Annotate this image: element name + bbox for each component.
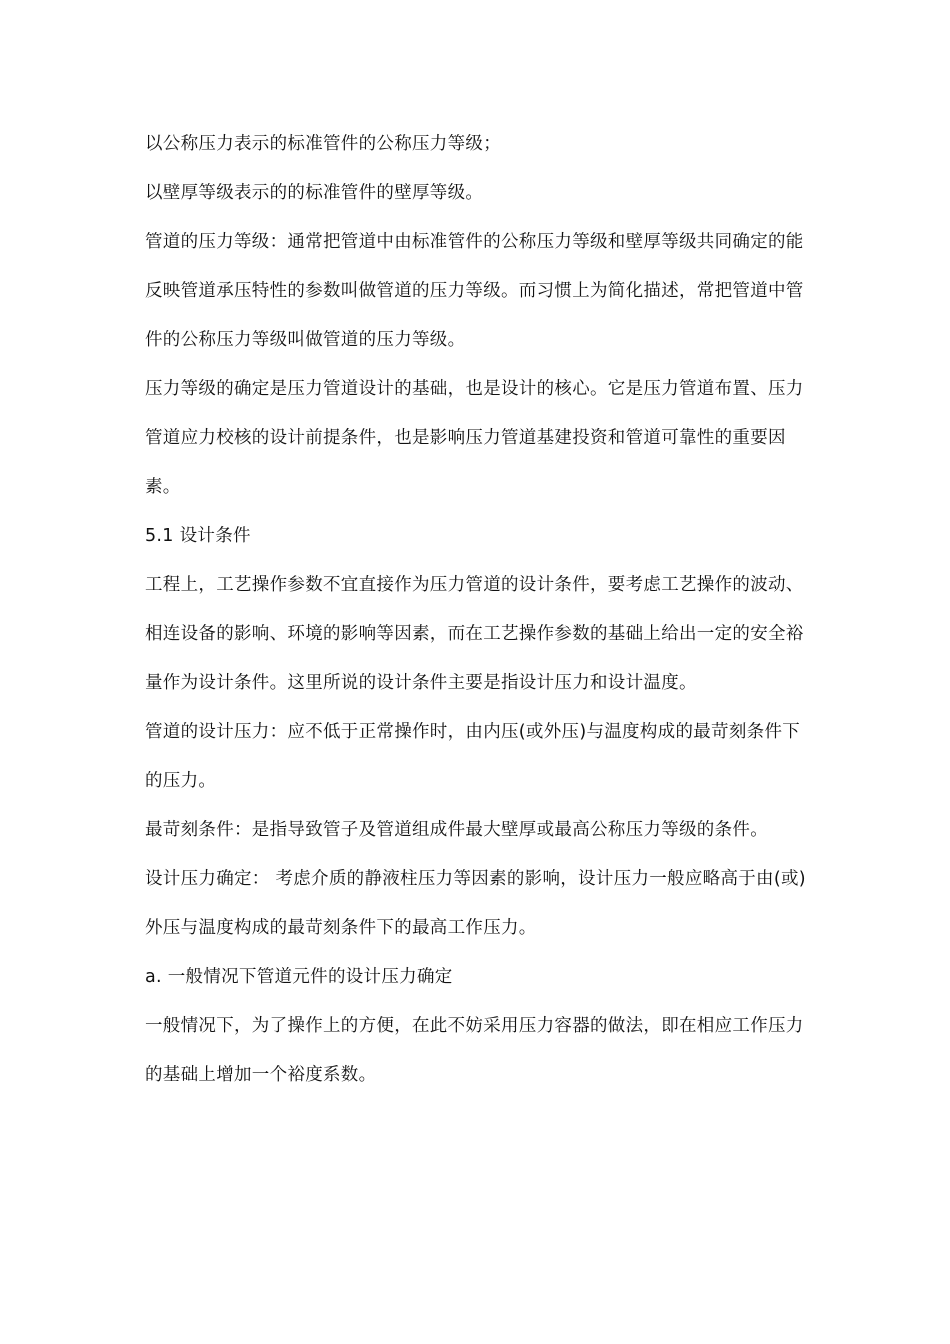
paragraph-nominal-pressure-grade: 以公称压力表示的标准管件的公称压力等级； [145,134,501,154]
paragraph-most-severe-condition: 最苛刻条件：是指导致管子及管道组成件最大壁厚或最高公称压力等级的条件。 [145,820,768,840]
subheading-general-case: a. 一般情况下管道元件的设计压力确定 [145,967,453,987]
paragraph-pipe-pressure-grade-definition: 管道的压力等级：通常把管道中由标准管件的公称压力等级和壁厚等级共同确定的能反映管道承压特性的参数叫做管道的压力等级。而习惯上为简化描述，常把管道中管件的公称压力等级叫做管道的压力等级。 [145,232,804,350]
paragraph-wall-thickness-grade: 以壁厚等级表示的的标准管件的壁厚等级。 [145,183,484,203]
section-heading-design-conditions: 5.1 设计条件 [145,526,251,546]
document-body [145,120,813,1100]
paragraph-design-pressure: 管道的设计压力：应不低于正常操作时，由内压(或外压)与温度构成的最苛刻条件下的压力。 [145,722,801,791]
paragraph-pressure-grade-importance: 压力等级的确定是压力管道设计的基础，也是设计的核心。它是压力管道布置、压力管道应力校核的设计前提条件，也是影响压力管道基建投资和管道可靠性的重要因素。 [145,379,804,497]
paragraph-general-case: 一般情况下，为了操作上的方便，在此不妨采用压力容器的做法，即在相应工作压力的基础上增加一个裕度系数。 [145,1016,804,1085]
paragraph-design-pressure-determination: 设计压力确定： 考虑介质的静液柱压力等因素的影响，设计压力一般应略高于由(或)外压与温度构成的最苛刻条件下的最高工作压力。 [145,869,806,938]
paragraph-design-conditions: 工程上，工艺操作参数不宜直接作为压力管道的设计条件，要考虑工艺操作的波动、相连设备的影响、环境的影响等因素，而在工艺操作参数的基础上给出一定的安全裕量作为设计条件。这里所说的设计条件主要是指设计压力和设计温度。 [145,575,804,693]
